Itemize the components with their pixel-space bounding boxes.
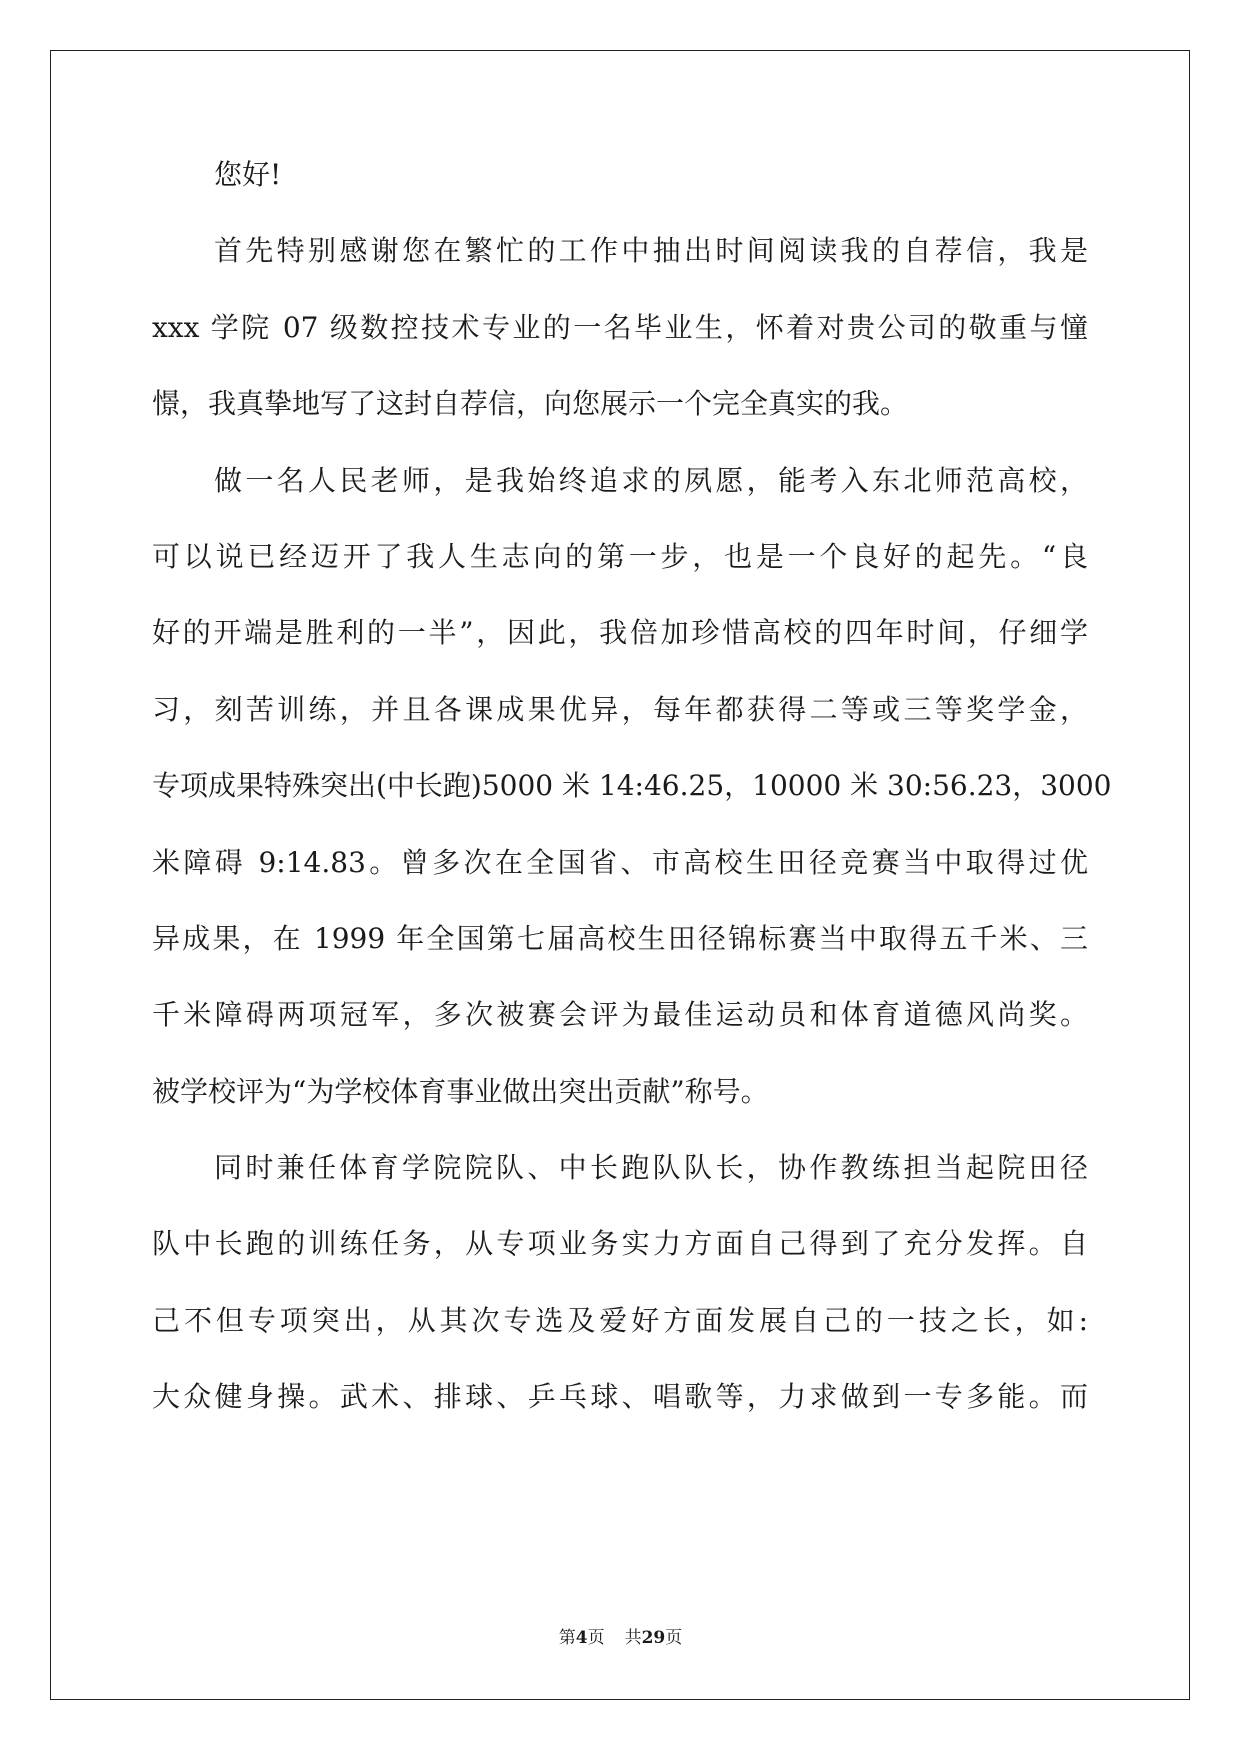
total-label-suffix: 页 [665, 1628, 683, 1648]
document-body [152, 158, 1112, 1459]
text-line: 异成果，在 1999 年全国第七届高校生田径锦标赛当中取得五千米、三 [152, 921, 1088, 955]
text-line: xxx 学院 07 级数控技术专业的一名毕业生，怀着对贵公司的敬重与憧 [152, 310, 1088, 344]
text-line: 好的开端是胜利的一半”，因此，我倍加珍惜高校的四年时间，仔细学 [152, 616, 1088, 650]
total-label-prefix: 共 [624, 1628, 642, 1648]
text-line: 可以说已经迈开了我人生志向的第一步，也是一个良好的起先。“良 [152, 539, 1088, 573]
page-label-suffix: 页 [587, 1628, 605, 1648]
text-line: 您好! [214, 158, 282, 191]
text-line: 首先特别感谢您在繁忙的工作中抽出时间阅读我的自荐信，我是 [214, 234, 1088, 268]
text-line: 队中长跑的训练任务，从专项业务实力方面自己得到了充分发挥。自 [152, 1227, 1088, 1261]
page-footer [0, 1623, 1241, 1648]
text-line: 千米障碍两项冠军，多次被赛会评为最佳运动员和体育道德风尚奖。 [152, 998, 1088, 1032]
page-label-prefix: 第 [558, 1628, 576, 1648]
page-number-total: 29 [641, 1628, 666, 1648]
text-line: 米障碍 9:14.83。曾多次在全国省、市高校生田径竞赛当中取得过优 [152, 845, 1088, 879]
text-line: 做一名人民老师，是我始终追求的夙愿，能考入东北师范高校， [214, 463, 1088, 497]
page-number-current: 4 [575, 1628, 588, 1648]
text-line: 憬，我真挚地写了这封自荐信，向您展示一个完全真实的我。 [152, 387, 909, 421]
text-line: 被学校评为“为学校体育事业做出突出贡献”称号。 [152, 1074, 769, 1108]
text-line: 同时兼任体育学院院队、中长跑队队长，协作教练担当起院田径 [214, 1151, 1088, 1185]
text-line: 习，刻苦训练，并且各课成果优异，每年都获得二等或三等奖学金， [152, 692, 1088, 726]
text-line: 己不但专项突出，从其次专选及爱好方面发展自己的一技之长，如: [152, 1303, 1088, 1337]
text-line: 大众健身操。武术、排球、乒乓球、唱歌等，力求做到一专多能。而 [152, 1380, 1088, 1414]
text-line: 专项成果特殊突出(中长跑)5000 米 14:46.25，10000 米 30:56.23，3000 [152, 769, 1112, 803]
